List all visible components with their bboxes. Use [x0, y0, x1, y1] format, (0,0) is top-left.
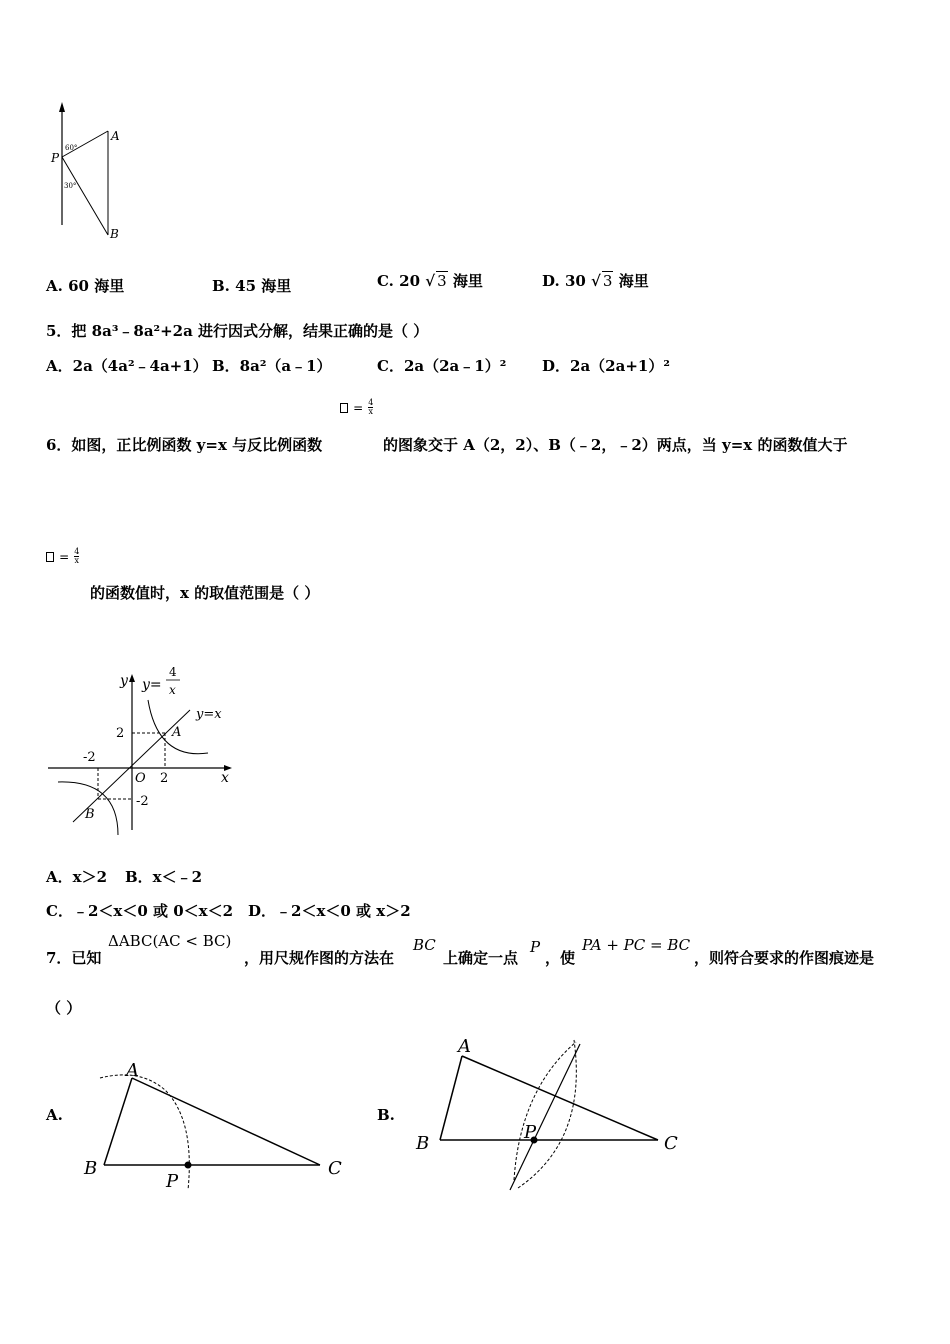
q6-formula-frac-2 [74, 548, 79, 565]
q7-stem-mid3: ，使 [545, 949, 576, 967]
q6-formula-den-2: x [74, 556, 80, 565]
q5-option-a[interactable]: A．2a（4a²﹣4a+1） [46, 357, 208, 375]
q7-option-b-figure[interactable] [410, 1030, 700, 1195]
q4-option-c-post: 海里 [452, 272, 483, 290]
label-C: C [664, 1133, 678, 1154]
q4-option-d[interactable] [542, 270, 649, 291]
label-y: y [120, 673, 128, 689]
label-B: B [85, 807, 95, 822]
q4-option-c-sqrt: √ 3 [425, 272, 447, 290]
label-A: A [172, 725, 182, 740]
side-AB [104, 1078, 132, 1165]
q6-option-c[interactable]: C．﹣2＜x＜0 或 0＜x＜2 [46, 902, 234, 920]
label-A: A [458, 1036, 471, 1057]
q6-formula-eq: = [353, 401, 364, 415]
q4-label-B: B [110, 227, 119, 241]
q7-stem-triangle: ΔABC(AC < BC) [108, 932, 232, 950]
y-axis-arrow-icon [129, 674, 135, 682]
q4-option-c-pre: 20 [399, 272, 421, 290]
q4-angle-bottom: 30° [64, 182, 77, 190]
q6-formula-den: x [368, 407, 374, 416]
label-C: C [328, 1158, 342, 1179]
q5-stem: 5．把 8a³﹣8a²+2a 进行因式分解，结果正确的是（ ） [46, 322, 429, 340]
q4-option-c[interactable] [377, 270, 483, 291]
q7-option-b-key[interactable]: B. [377, 1106, 395, 1124]
q4-option-c-rad: 3 [437, 272, 447, 290]
q6-graph [40, 660, 240, 840]
q7-stem-eq: PA + PC = BC [582, 936, 691, 954]
q6-formula-num-2: 4 [74, 547, 80, 556]
q6-option-b[interactable]: B．x＜﹣2 [125, 868, 203, 886]
q7-stem-P: P [530, 938, 541, 956]
q7-stem-mid1: ，用尺规作图的方法在 [244, 949, 395, 967]
q4-figure [40, 100, 140, 250]
tick-y-neg2: -2 [136, 794, 149, 809]
curve-label-num: 4 [169, 665, 177, 679]
q7-stem-mid2: 上确定一点 [443, 949, 519, 967]
q6-formula-left [46, 546, 79, 565]
q6-option-a[interactable]: A．x＞2 [46, 868, 108, 886]
q7-option-a-figure[interactable] [80, 1050, 360, 1200]
q5-option-b[interactable]: B．8a²（a﹣1） [212, 357, 332, 375]
label-P: P [166, 1171, 179, 1192]
q4-option-b-text: 45 海里 [235, 277, 292, 295]
side-AC [462, 1056, 658, 1140]
tick-x-2: 2 [160, 771, 169, 786]
point-P [185, 1162, 192, 1169]
q6-formula-eq-2: = [59, 550, 70, 564]
north-arrow-icon [59, 102, 65, 112]
q6-stem-part1: 6．如图，正比例函数 y=x 与反比例函数 [46, 436, 323, 454]
label-P: P [524, 1122, 537, 1143]
q7-stem-post: ，则符合要求的作图痕迹是 [694, 949, 875, 967]
q4-option-a-key: A. [46, 277, 63, 295]
perpendicular-bisector [510, 1044, 580, 1190]
q4-option-b[interactable] [212, 275, 291, 296]
q4-option-d-sqrt: √ 3 [591, 272, 613, 290]
line-label: y=x [196, 707, 222, 722]
segment-PB [62, 157, 108, 235]
q4-option-d-rad: 3 [602, 272, 613, 290]
q6-stem-part2: 的图象交于 A（2，2）、B（﹣2，﹣2）两点，当 y=x 的函数值大于 [383, 436, 848, 454]
q7-option-a-key[interactable]: A. [46, 1106, 63, 1124]
construction-arc-1 [514, 1042, 576, 1180]
q6-formula-top [340, 397, 373, 416]
q6-option-d[interactable]: D．﹣2＜x＜0 或 x＞2 [248, 902, 411, 920]
q4-label-A: A [111, 129, 120, 143]
y-placeholder-icon [340, 403, 348, 413]
label-O: O [135, 771, 146, 786]
curve-label-den: x [169, 683, 176, 697]
q4-option-a[interactable] [46, 275, 124, 296]
q4-option-d-pre: 30 [564, 272, 586, 290]
q4-option-d-post: 海里 [618, 272, 649, 290]
q6-stem-part3: 的函数值时，x 的取值范围是（ ） [90, 584, 320, 602]
q4-label-P: P [51, 151, 60, 165]
q4-angle-top: 60° [65, 144, 78, 152]
label-A: A [126, 1060, 139, 1081]
y-placeholder-icon [46, 552, 54, 562]
label-x: x [221, 770, 229, 786]
curve-label: y= [142, 677, 162, 693]
q7-stem-BC: BC [413, 936, 436, 954]
q4-option-d-key: D. [542, 272, 560, 290]
tick-x-neg2: -2 [83, 750, 96, 765]
q5-option-d[interactable]: D．2a（2a+1）² [542, 357, 670, 375]
label-B: B [84, 1158, 98, 1179]
q7-stem-paren: （ ） [46, 999, 82, 1017]
side-AC [132, 1078, 320, 1165]
q6-formula-num: 4 [368, 398, 374, 407]
q7-stem-pre: 7．已知 [46, 949, 102, 967]
q4-option-a-text: 60 海里 [68, 277, 125, 295]
q6-formula-frac [368, 399, 373, 416]
q4-option-b-key: B. [212, 277, 230, 295]
side-AB [440, 1056, 462, 1140]
q4-option-c-key: C. [377, 272, 394, 290]
label-B: B [416, 1133, 430, 1154]
q5-option-c[interactable]: C．2a（2a﹣1）² [377, 357, 507, 375]
tick-y-2: 2 [116, 726, 125, 741]
